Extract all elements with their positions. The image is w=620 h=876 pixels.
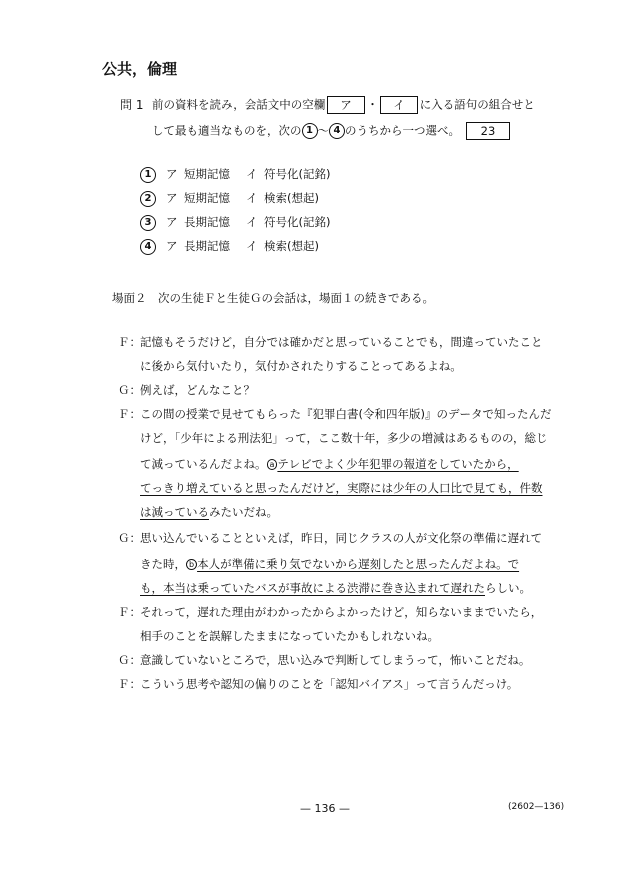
underline-marker-a: a [267,459,278,470]
option-number: 1 [140,167,156,183]
dialogue-line: こういう思考や認知の偏りのことを「認知バイアス」って言うんだっけ。 [140,677,519,691]
option-number: 2 [140,191,156,207]
underlined-text-a: は減っている [140,505,209,519]
speaker-label: Ｇ： [118,383,141,397]
option-number: 3 [140,215,156,231]
blank-box-a: ア [327,96,365,114]
dialogue-line: 記憶もそうだけど，自分では確かだと思っていることでも，間違っていたこと [140,335,543,349]
option-value-a: 長期記憶 [184,239,230,253]
speaker-label: Ｇ： [118,653,141,667]
range-end-number: 4 [329,123,345,139]
dialogue-line: 相手のことを誤解したままになっていたかもしれないね。 [140,629,439,643]
option-value-a: 短期記憶 [184,191,230,205]
question-label: 問 1 [120,98,144,112]
dialogue-line [140,504,278,520]
page-number: — 136 — [300,802,350,815]
dialogue-text: らしい。 [485,581,531,595]
question-text: して最も適当なものを，次の [152,123,302,138]
dialogue-line: 例えば，どんなこと？ [140,383,255,397]
dialogue-line [140,556,519,572]
separator-dot: ・ [366,97,379,112]
page-title: 公共，倫理 [102,60,178,78]
option-value-a: 短期記憶 [184,167,230,181]
speaker-label: Ｆ： [118,407,141,421]
option-label-b: イ [246,239,258,253]
question-line-1 [152,96,535,114]
dialogue-line: それって，遅れた理由がわかったからよかったけど，知らないままでいたら， [140,605,543,619]
option-3 [140,214,330,231]
dialogue-text: て減っているんだよね。 [140,457,267,471]
option-value-a: 長期記憶 [184,215,230,229]
dialogue-line: に後から気付いたり，気付かされたりすることってあるよね。 [140,359,462,373]
question-text: 前の資料を読み，会話文中の空欄 [152,97,326,112]
dialogue-line: この間の授業で見せてもらった『犯罪白書(令和四年版)』のデータで知ったんだ [140,407,552,421]
underline-marker-b: b [186,559,197,570]
option-2 [140,190,319,207]
dialogue-line: 意識していないところで，思い込みで判断してしまうって，怖いことだね。 [140,653,531,667]
option-label-b: イ [246,191,258,205]
answer-number-box: 23 [466,122,511,140]
speaker-label: Ｆ： [118,335,141,349]
question-line-2 [152,122,512,140]
dialogue-text: みたいだね。 [209,505,278,519]
option-label-b: イ [246,167,258,181]
option-value-b: 検索(想起) [264,191,319,205]
dialogue-text: きた時， [140,557,186,571]
speaker-label: Ｇ： [118,531,141,545]
option-label-b: イ [246,215,258,229]
dialogue-line [140,456,519,472]
range-tilde: ～ [317,123,329,138]
range-start-number: 1 [302,123,318,139]
dialogue-line [140,580,531,596]
option-label-a: ア [166,239,178,253]
option-label-a: ア [166,215,178,229]
speaker-label: Ｆ： [118,605,141,619]
question-text: に入る語句の組合せと [419,97,535,112]
speaker-label: Ｆ： [118,677,141,691]
dialogue-line: けど，「少年による刑法犯」って，ここ数十年，多少の増減はあるものの，総じ [140,431,548,445]
underlined-text-a: テレビでよく少年犯罪の報道をしていたから， [277,457,519,471]
option-1 [140,166,330,183]
scene-heading: 場面２ 次の生徒Ｆと生徒Ｇの会話は，場面１の続きである。 [112,291,434,305]
option-value-b: 符号化(記銘) [264,215,331,229]
underlined-text-a: てっきり増えていると思ったんだけど，実際には少年の人口比で見ても，件数 [140,481,543,495]
option-label-a: ア [166,167,178,181]
option-value-b: 検索(想起) [264,239,319,253]
underlined-text-b: も，本当は乗っていたバスが事故による渋滞に巻き込まれて遅れた [140,581,485,595]
dialogue-line: 思い込んでいることといえば，昨日，同じクラスの人が文化祭の準備に遅れて [140,531,543,545]
underlined-text-b: 本人が準備に乗り気でないから遅刻したと思ったんだよね。で [197,557,520,571]
option-number: 4 [140,239,156,255]
question-text: のうちから一つ選べ。 [345,123,460,138]
option-label-a: ア [166,191,178,205]
blank-box-b: イ [380,96,418,114]
page-code: (2602—136) [508,802,565,812]
option-value-b: 符号化(記銘) [264,167,331,181]
option-4 [140,238,319,255]
